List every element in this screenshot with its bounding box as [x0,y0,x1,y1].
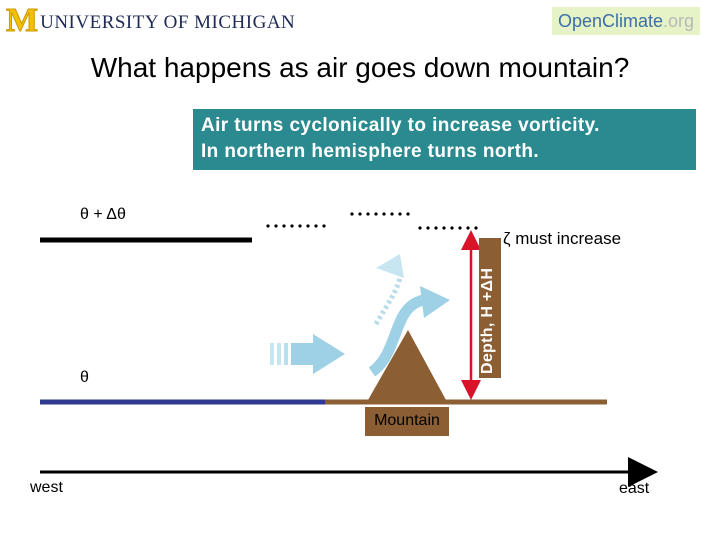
zeta-must-increase-label: ζ must increase [503,229,622,248]
slide-title: What happens as air goes down mountain? [90,52,630,83]
university-name: UNIVERSITY OF MICHIGAN [40,12,296,33]
theta-label: θ [80,369,89,386]
curving-flow-arrowhead [420,286,450,318]
incoming-flow-arrow [270,334,345,374]
west-label: west [30,479,63,496]
east-label: east [619,480,650,497]
callout-line-1: Air turns cyclonically to increase vorticity. [201,115,600,136]
turning-north-flow [376,270,400,324]
university-block-m-icon: M [6,2,39,39]
openclimate-logo-main: OpenClimate [558,11,664,31]
callout-line-2: In northern hemisphere turns north. [201,141,540,162]
turning-north-arrowhead [376,254,404,278]
openclimate-logo-suffix: .org [663,11,695,31]
depth-label: Depth, H +ΔH [479,238,501,378]
mountain-label: Mountain [374,412,440,429]
upper-theta-surface-dotted [266,212,477,229]
theta-plus-delta-label: θ + Δθ [80,206,126,223]
